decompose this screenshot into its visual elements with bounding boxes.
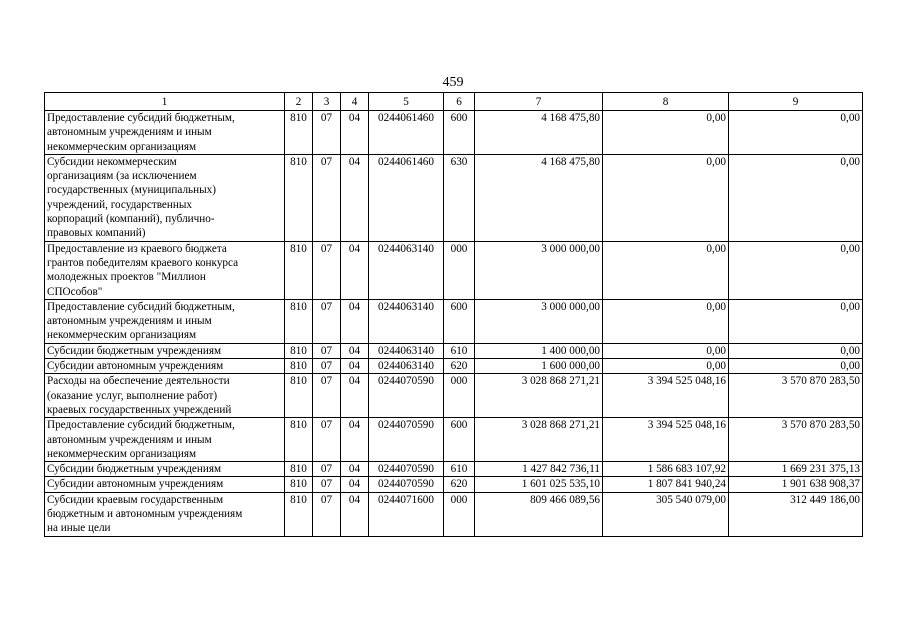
amount-col8-cell: 305 540 079,00: [603, 492, 729, 536]
expense-name-line: некоммерческим организациям: [47, 329, 197, 342]
amount-col9-cell: 0,00: [729, 241, 863, 299]
expense-name-line: правовых компаний): [47, 227, 146, 240]
expense-name-cell: [45, 492, 285, 536]
expense-type-cell: 610: [444, 343, 475, 358]
section-code-cell: 07: [313, 462, 341, 477]
section-code-cell: 07: [313, 111, 341, 155]
subsection-code-cell: 04: [341, 343, 369, 358]
expense-name-line: государственных (муниципальных): [47, 184, 216, 197]
table-row: [45, 462, 863, 477]
header-cell: 3: [313, 93, 341, 111]
table-header-row: [45, 93, 863, 111]
amount-col9-cell: 3 570 870 283,50: [729, 418, 863, 462]
subsection-code-cell: 04: [341, 462, 369, 477]
amount-col9-cell: 0,00: [729, 154, 863, 241]
amount-col9-cell: 1 901 638 908,37: [729, 477, 863, 492]
expense-name-line: Предоставление субсидий бюджетным,: [47, 300, 235, 313]
section-code-cell: 07: [313, 492, 341, 536]
expense-name-line: Субсидии бюджетным учреждениям: [47, 463, 222, 476]
expense-name-line: автономным учреждениям и иным: [47, 126, 212, 139]
table-row: [45, 359, 863, 374]
table-row: [45, 374, 863, 418]
table-row: [45, 477, 863, 492]
header-cell: 6: [444, 93, 475, 111]
amount-col8-cell: 3 394 525 048,16: [603, 418, 729, 462]
expense-name-cell: [45, 418, 285, 462]
subsection-code-cell: 04: [341, 111, 369, 155]
subsection-code-cell: 04: [341, 154, 369, 241]
ministry-code-cell: 810: [285, 374, 313, 418]
target-article-cell: 0244070590: [369, 462, 444, 477]
expense-name-line: молодежных проектов "Миллион: [47, 271, 206, 284]
expense-name-line: автономным учреждениям и иным: [47, 315, 212, 328]
table-body: [45, 111, 863, 537]
target-article-cell: 0244063140: [369, 241, 444, 299]
amount-col8-cell: 0,00: [603, 343, 729, 358]
target-article-cell: 0244063140: [369, 343, 444, 358]
expense-name-line: грантов победителям краевого конкурса: [47, 256, 239, 269]
amount-col8-cell: 0,00: [603, 111, 729, 155]
subsection-code-cell: 04: [341, 359, 369, 374]
section-code-cell: 07: [313, 241, 341, 299]
amount-col8-cell: 1 586 683 107,92: [603, 462, 729, 477]
ministry-code-cell: 810: [285, 241, 313, 299]
ministry-code-cell: 810: [285, 418, 313, 462]
expense-name-line: организациям (за исключением: [47, 170, 197, 183]
table-row: [45, 418, 863, 462]
expense-name-line: на иные цели: [47, 522, 111, 535]
amount-col7-cell: 4 168 475,80: [475, 111, 603, 155]
amount-col8-cell: 0,00: [603, 359, 729, 374]
expense-name-cell: [45, 477, 285, 492]
ministry-code-cell: 810: [285, 359, 313, 374]
expense-name-cell: [45, 299, 285, 343]
section-code-cell: 07: [313, 343, 341, 358]
ministry-code-cell: 810: [285, 477, 313, 492]
amount-col8-cell: 1 807 841 940,24: [603, 477, 729, 492]
amount-col9-cell: 0,00: [729, 111, 863, 155]
amount-col7-cell: 3 000 000,00: [475, 241, 603, 299]
subsection-code-cell: 04: [341, 374, 369, 418]
amount-col8-cell: 0,00: [603, 154, 729, 241]
amount-col7-cell: 1 601 025 535,10: [475, 477, 603, 492]
target-article-cell: 0244070590: [369, 374, 444, 418]
expense-name-cell: [45, 111, 285, 155]
amount-col8-cell: 0,00: [603, 299, 729, 343]
expense-name-line: СПОсобов": [47, 285, 103, 298]
header-cell: 2: [285, 93, 313, 111]
table-row: [45, 241, 863, 299]
expense-name-line: корпораций (компаний), публично-: [47, 213, 215, 226]
section-code-cell: 07: [313, 299, 341, 343]
expense-name-line: Предоставление субсидий бюджетным,: [47, 112, 235, 124]
expense-type-cell: 610: [444, 462, 475, 477]
target-article-cell: 0244071600: [369, 492, 444, 536]
ministry-code-cell: 810: [285, 462, 313, 477]
header-cell: 5: [369, 93, 444, 111]
subsection-code-cell: 04: [341, 241, 369, 299]
expense-type-cell: 000: [444, 374, 475, 418]
amount-col9-cell: 0,00: [729, 299, 863, 343]
amount-col7-cell: 3 028 868 271,21: [475, 374, 603, 418]
expense-name-cell: [45, 154, 285, 241]
header-cell: 4: [341, 93, 369, 111]
header-cell: 8: [603, 93, 729, 111]
ministry-code-cell: 810: [285, 111, 313, 155]
table-row: [45, 299, 863, 343]
target-article-cell: 0244070590: [369, 418, 444, 462]
expense-type-cell: 600: [444, 299, 475, 343]
expense-name-line: учреждений, государственных: [47, 198, 192, 211]
amount-col7-cell: 3 000 000,00: [475, 299, 603, 343]
amount-col7-cell: 809 466 089,56: [475, 492, 603, 536]
expense-type-cell: 000: [444, 492, 475, 536]
expense-name-line: краевых государственных учреждений: [47, 403, 232, 416]
expense-name-line: Субсидии краевым государственным: [47, 493, 224, 506]
amount-col7-cell: 3 028 868 271,21: [475, 418, 603, 462]
subsection-code-cell: 04: [341, 418, 369, 462]
expense-type-cell: 600: [444, 111, 475, 155]
amount-col7-cell: 4 168 475,80: [475, 154, 603, 241]
ministry-code-cell: 810: [285, 492, 313, 536]
section-code-cell: 07: [313, 359, 341, 374]
expense-name-line: Субсидии автономным учреждениям: [47, 478, 224, 491]
expense-name-cell: [45, 359, 285, 374]
target-article-cell: 0244063140: [369, 359, 444, 374]
amount-col9-cell: 1 669 231 375,13: [729, 462, 863, 477]
target-article-cell: 0244061460: [369, 111, 444, 155]
amount-col7-cell: 1 400 000,00: [475, 343, 603, 358]
section-code-cell: 07: [313, 418, 341, 462]
amount-col9-cell: 0,00: [729, 359, 863, 374]
amount-col7-cell: 1 427 842 736,11: [475, 462, 603, 477]
header-cell: 7: [475, 93, 603, 111]
expense-name-cell: [45, 241, 285, 299]
header-cell: 1: [45, 93, 285, 111]
amount-col9-cell: 0,00: [729, 343, 863, 358]
expense-type-cell: 630: [444, 154, 475, 241]
expense-name-line: некоммерческим организациям: [47, 447, 197, 460]
ministry-code-cell: 810: [285, 154, 313, 241]
table-row: [45, 492, 863, 536]
target-article-cell: 0244061460: [369, 154, 444, 241]
amount-col9-cell: 3 570 870 283,50: [729, 374, 863, 418]
subsection-code-cell: 04: [341, 299, 369, 343]
ministry-code-cell: 810: [285, 343, 313, 358]
amount-col8-cell: 0,00: [603, 241, 729, 299]
expense-name-line: Субсидии бюджетным учреждениям: [47, 344, 222, 357]
page-number: 459: [442, 75, 464, 90]
expense-name-line: Предоставление из краевого бюджета: [47, 242, 227, 255]
subsection-code-cell: 04: [341, 477, 369, 492]
target-article-cell: 0244063140: [369, 299, 444, 343]
expense-name-cell: [45, 374, 285, 418]
expense-type-cell: 000: [444, 241, 475, 299]
amount-col9-cell: 312 449 186,00: [729, 492, 863, 536]
subsection-code-cell: 04: [341, 492, 369, 536]
expense-type-cell: 620: [444, 477, 475, 492]
expense-name-line: некоммерческим организациям: [47, 140, 197, 153]
expense-name-line: (оказание услуг, выполнение работ): [47, 389, 218, 402]
expense-name-cell: [45, 343, 285, 358]
expense-type-cell: 620: [444, 359, 475, 374]
expense-name-line: Расходы на обеспечение деятельности: [47, 375, 230, 388]
section-code-cell: 07: [313, 154, 341, 241]
expense-name-cell: [45, 462, 285, 477]
expense-type-cell: 600: [444, 418, 475, 462]
table-row: [45, 343, 863, 358]
expense-name-line: бюджетным и автономным учреждениям: [47, 508, 243, 521]
target-article-cell: 0244070590: [369, 477, 444, 492]
section-code-cell: 07: [313, 477, 341, 492]
budget-table: [44, 92, 863, 537]
section-code-cell: 07: [313, 374, 341, 418]
expense-name-line: Субсидии некоммерческим: [47, 155, 177, 168]
expense-name-line: Субсидии автономным учреждениям: [47, 360, 224, 373]
table-row: [45, 154, 863, 241]
amount-col8-cell: 3 394 525 048,16: [603, 374, 729, 418]
table-row: [45, 111, 863, 155]
expense-name-line: автономным учреждениям и иным: [47, 433, 212, 446]
amount-col7-cell: 1 600 000,00: [475, 359, 603, 374]
header-cell: 9: [729, 93, 863, 111]
expense-name-line: Предоставление субсидий бюджетным,: [47, 419, 235, 432]
ministry-code-cell: 810: [285, 299, 313, 343]
